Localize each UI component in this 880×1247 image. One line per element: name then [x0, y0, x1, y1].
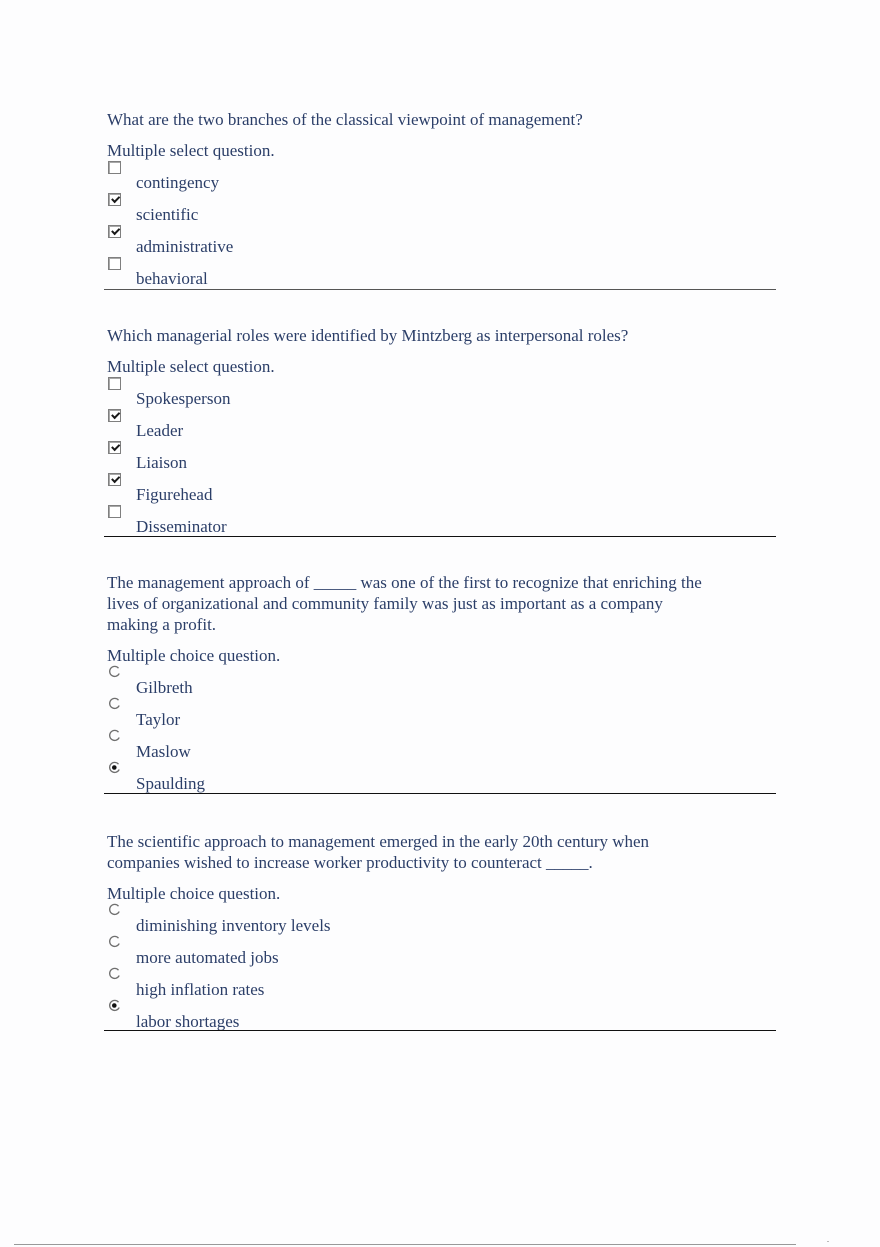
checkmark-icon: [111, 226, 120, 235]
checkbox-checked-icon[interactable]: [108, 409, 121, 422]
question-2-option-4[interactable]: [104, 473, 776, 505]
question-4-option-3[interactable]: [104, 968, 776, 1000]
question-2-text: Which managerial roles were identified by Mintzberg as interpersonal roles?: [107, 326, 629, 345]
option-label: contingency: [136, 173, 220, 192]
question-2-option-3[interactable]: [104, 441, 776, 473]
question-4-text: The scientific approach to management emerged in the early 20th century when companies wished to increase worker productivity to counteract _____.: [107, 832, 650, 872]
question-1-option-4[interactable]: [104, 257, 776, 289]
question-1-option-2[interactable]: [104, 193, 776, 225]
radio-unselected-icon[interactable]: [108, 665, 121, 678]
option-label: labor shortages: [136, 1012, 240, 1031]
checkbox-checked-icon[interactable]: [108, 441, 121, 454]
question-2-option-5[interactable]: [104, 505, 776, 537]
question-3-option-3[interactable]: [104, 730, 776, 762]
option-label: behavioral: [136, 269, 208, 288]
checkbox-unchecked-icon[interactable]: [108, 161, 121, 174]
question-1: [104, 109, 776, 290]
checkmark-icon: [111, 194, 120, 203]
question-2: [104, 325, 776, 537]
question-divider: [104, 1030, 776, 1031]
option-label: Figurehead: [136, 485, 213, 504]
question-4: [104, 831, 776, 1031]
question-1-type-label: Multiple select question.: [107, 141, 275, 160]
question-4-option-2[interactable]: [104, 936, 776, 968]
radio-unselected-icon[interactable]: [108, 729, 121, 742]
question-divider: [104, 289, 776, 290]
question-4-options: [104, 904, 776, 1032]
question-4-type-label: Multiple choice question.: [107, 884, 281, 903]
question-1-option-3[interactable]: [104, 225, 776, 257]
question-2-option-2[interactable]: [104, 409, 776, 441]
option-label: Liaison: [136, 453, 187, 472]
checkbox-unchecked-icon[interactable]: [108, 505, 121, 518]
checkmark-icon: [111, 410, 120, 419]
question-1-options: [104, 161, 776, 289]
question-2-options: [104, 377, 776, 537]
question-3-type-label: Multiple choice question.: [107, 646, 281, 665]
question-2-type-label: Multiple select question.: [107, 357, 275, 376]
question-4-option-4[interactable]: [104, 1000, 776, 1032]
option-label: diminishing inventory levels: [136, 916, 331, 935]
question-3-option-4[interactable]: [104, 762, 776, 794]
option-label: high inflation rates: [136, 980, 265, 999]
question-2-option-1[interactable]: [104, 377, 776, 409]
radio-selected-icon[interactable]: [108, 761, 121, 774]
option-label: Spokesperson: [136, 389, 231, 408]
checkbox-checked-icon[interactable]: [108, 225, 121, 238]
checkmark-icon: [111, 442, 120, 451]
checkbox-checked-icon[interactable]: [108, 193, 121, 206]
question-4-option-1[interactable]: [104, 904, 776, 936]
radio-unselected-icon[interactable]: [108, 935, 121, 948]
option-label: Gilbreth: [136, 678, 193, 697]
question-1-option-1[interactable]: [104, 161, 776, 193]
option-label: Maslow: [136, 742, 191, 761]
page-footer-rule: [14, 1244, 796, 1245]
option-label: Taylor: [136, 710, 181, 729]
checkbox-checked-icon[interactable]: [108, 473, 121, 486]
checkbox-unchecked-icon[interactable]: [108, 377, 121, 390]
radio-selected-icon[interactable]: [108, 999, 121, 1012]
question-1-text: What are the two branches of the classical viewpoint of management?: [107, 110, 583, 129]
radio-unselected-icon[interactable]: [108, 697, 121, 710]
checkbox-unchecked-icon[interactable]: [108, 257, 121, 270]
radio-unselected-icon[interactable]: [108, 967, 121, 980]
question-3: [104, 572, 776, 794]
option-label: Leader: [136, 421, 184, 440]
radio-unselected-icon[interactable]: [108, 903, 121, 916]
option-label: Disseminator: [136, 517, 227, 536]
question-3-option-2[interactable]: [104, 698, 776, 730]
option-label: Spaulding: [136, 774, 205, 793]
page-footer-mark: [827, 1241, 829, 1242]
option-label: administrative: [136, 237, 234, 256]
option-label: scientific: [136, 205, 199, 224]
question-3-text: The management approach of _____ was one of the first to recognize that enriching the lives of organizational and community family was just as important as a company making a profit.: [107, 573, 702, 634]
question-3-option-1[interactable]: [104, 666, 776, 698]
question-divider: [104, 536, 776, 537]
question-3-options: [104, 666, 776, 794]
option-label: more automated jobs: [136, 948, 279, 967]
checkmark-icon: [111, 474, 120, 483]
question-divider: [104, 793, 776, 794]
